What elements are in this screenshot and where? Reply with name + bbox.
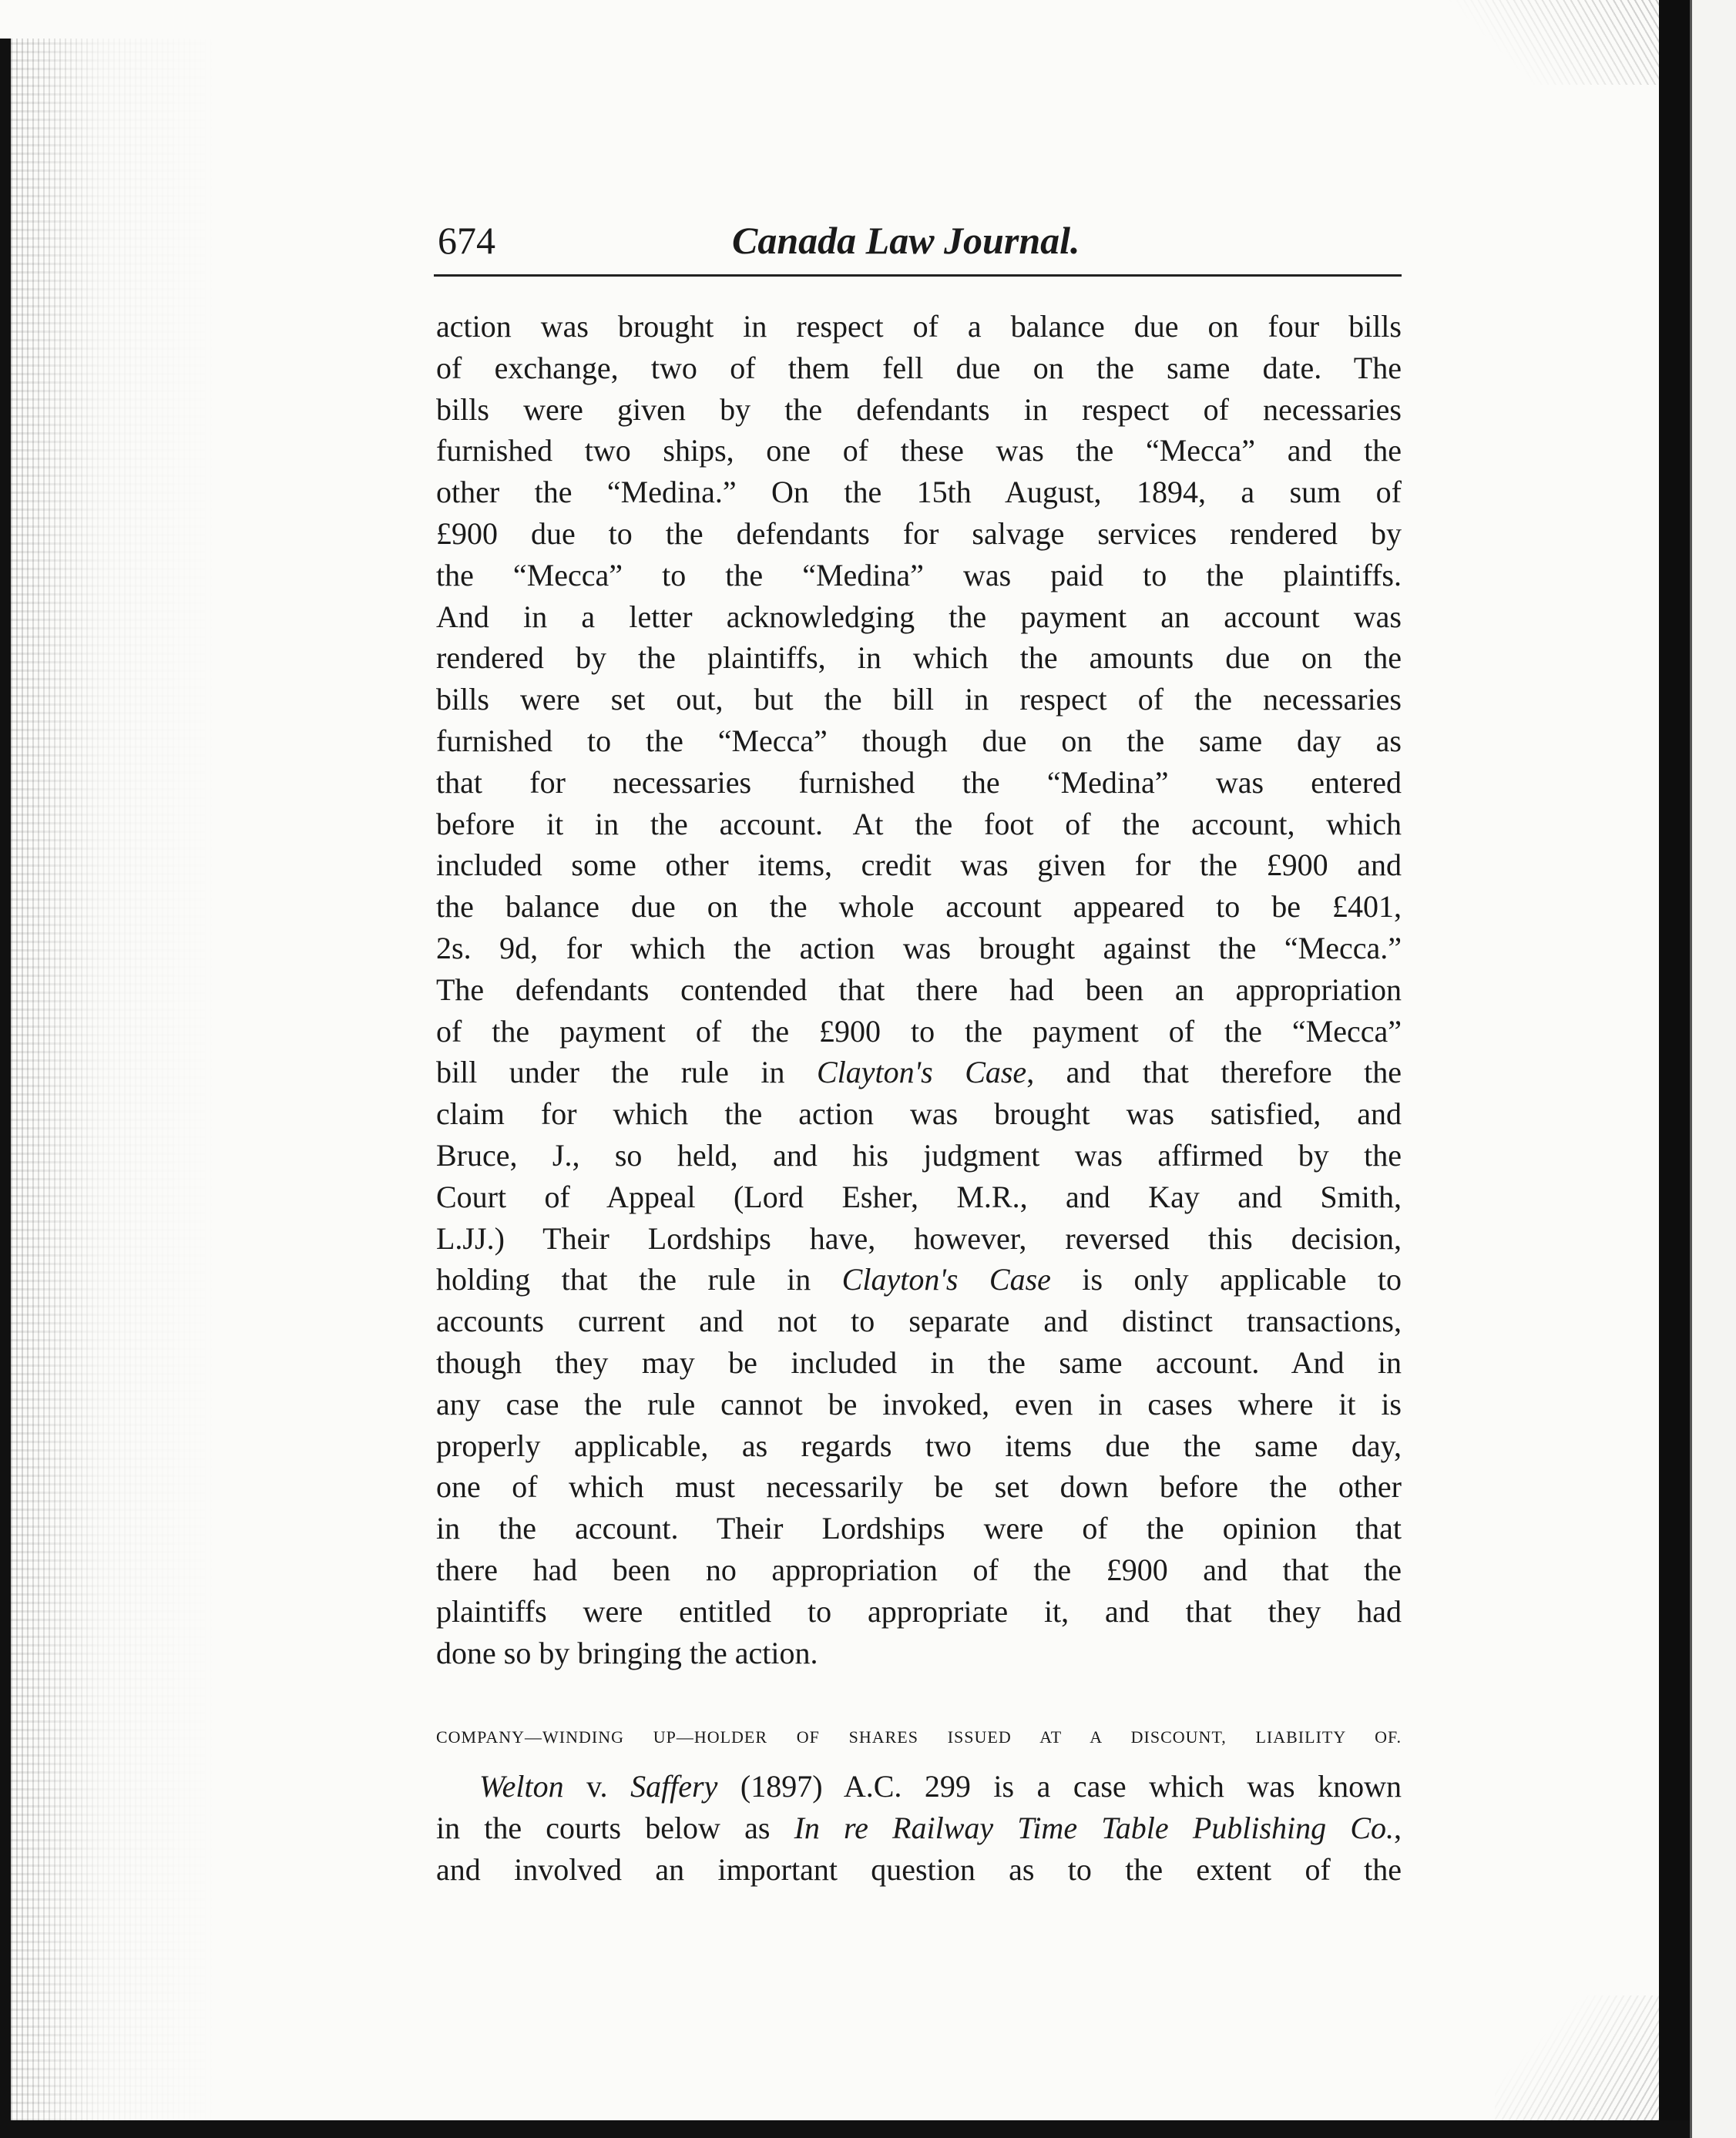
text-line: done so by bringing the action. [436, 1635, 818, 1670]
text-line: And in a letter acknowledging the payment an account was [436, 599, 1402, 634]
case-name: Clayton's Case [816, 1055, 1027, 1090]
text-line: claim for which the action was brought was satisfied, and [436, 1096, 1402, 1132]
text-line: Court of Appeal (Lord Esher, M.R., and Kay and Smith, [436, 1179, 1402, 1214]
scan-noise-left [11, 39, 219, 2138]
scan-gutter-right [1690, 0, 1736, 2138]
scan-noise-bottom-right [1495, 1995, 1659, 2120]
text-line: in the account. Their Lordships were of the opinion that [436, 1511, 1402, 1546]
text-line: 2s. 9d, for which the action was brought against the “Mecca.” [436, 930, 1402, 965]
case-name: In re Railway Time Table Publishing Co. [794, 1810, 1394, 1845]
text-line [436, 1807, 1402, 1849]
text-run: v. [563, 1769, 631, 1804]
text-line: of the payment of the £900 to the payment of the “Mecca” [436, 1013, 1402, 1049]
text-line: Bruce, J., so held, and his judgment was affirmed by the [436, 1137, 1402, 1173]
scan-border-right [1659, 0, 1690, 2138]
text-line: action was brought in respect of a balance due on four bills [436, 309, 1402, 344]
next-paragraph [436, 1766, 1402, 1890]
section-heading: COMPANY—WINDING UP—HOLDER OF SHARES ISSUED AT A DISCOUNT, LIABILITY OF. [436, 1727, 1402, 1747]
text-line: rendered by the plaintiffs, in which the amounts due on the [436, 640, 1402, 676]
text-run: holding that the rule in [436, 1262, 842, 1297]
header-rule [434, 274, 1402, 277]
text-line: properly applicable, as regards two items due the same day, [436, 1428, 1402, 1463]
text-line: L.JJ.) Their Lordships have, however, reversed this decision, [436, 1220, 1402, 1256]
scan-noise-top-right [1441, 0, 1659, 85]
text-line: other the “Medina.” On the 15th August, 1894, a sum of [436, 475, 1402, 510]
text-line: any case the rule cannot be invoked, even in cases where it is [436, 1386, 1402, 1421]
text-line: one of which must necessarily be set down before the other [436, 1469, 1402, 1505]
text-line: that for necessaries furnished the “Medina” was entered [436, 764, 1402, 800]
text-line: though they may be included in the same account. And in [436, 1344, 1402, 1380]
page-number: 674 [438, 219, 495, 262]
journal-title: Canada Law Journal. [732, 219, 1080, 262]
text-line: furnished two ships, one of these was the “Mecca” and the [436, 433, 1402, 468]
case-name: Clayton's Case [841, 1262, 1051, 1297]
text-line: accounts current and not to separate and distinct transactions, [436, 1304, 1402, 1339]
text-run: , [1394, 1810, 1402, 1845]
main-paragraph [436, 306, 1402, 1673]
text-run: , and that therefore the [1026, 1055, 1402, 1090]
text-line: The defendants contended that there had been an appropriation [436, 972, 1402, 1007]
text-line: bills were set out, but the bill in respect of the necessaries [436, 682, 1402, 717]
text-line [436, 1259, 1402, 1301]
case-party: Saffery [630, 1769, 718, 1804]
text-line: and involved an important question as to the extent of the [436, 1851, 1402, 1887]
scan-border-left [0, 39, 11, 2138]
text-line [436, 1766, 1402, 1807]
text-line: of exchange, two of them fell due on the same date. The [436, 350, 1402, 385]
text-line: included some other items, credit was given for the £900 and [436, 847, 1402, 883]
text-line: bills were given by the defendants in respect of necessaries [436, 391, 1402, 427]
text-run: is only applicable to [1050, 1262, 1402, 1297]
text-line: £900 due to the defendants for salvage services rendered by [436, 515, 1402, 551]
text-line: there had been no appropriation of the £900 and that the [436, 1552, 1402, 1587]
text-run: bill under the rule in [436, 1055, 817, 1090]
text-run: in the courts below as [436, 1810, 794, 1845]
scan-border-bottom [0, 2120, 1690, 2138]
text-line: the balance due on the whole account appeared to be £401, [436, 889, 1402, 925]
case-party: Welton [479, 1769, 564, 1804]
text-line [436, 1052, 1402, 1093]
text-line: the “Mecca” to the “Medina” was paid to the plaintiffs. [436, 557, 1402, 592]
text-run: (1897) A.C. 299 is a case which was known [717, 1769, 1402, 1804]
text-line: furnished to the “Mecca” though due on the same day as [436, 723, 1402, 758]
text-line: before it in the account. At the foot of the account, which [436, 806, 1402, 841]
text-line: plaintiffs were entitled to appropriate it, and that they had [436, 1593, 1402, 1629]
